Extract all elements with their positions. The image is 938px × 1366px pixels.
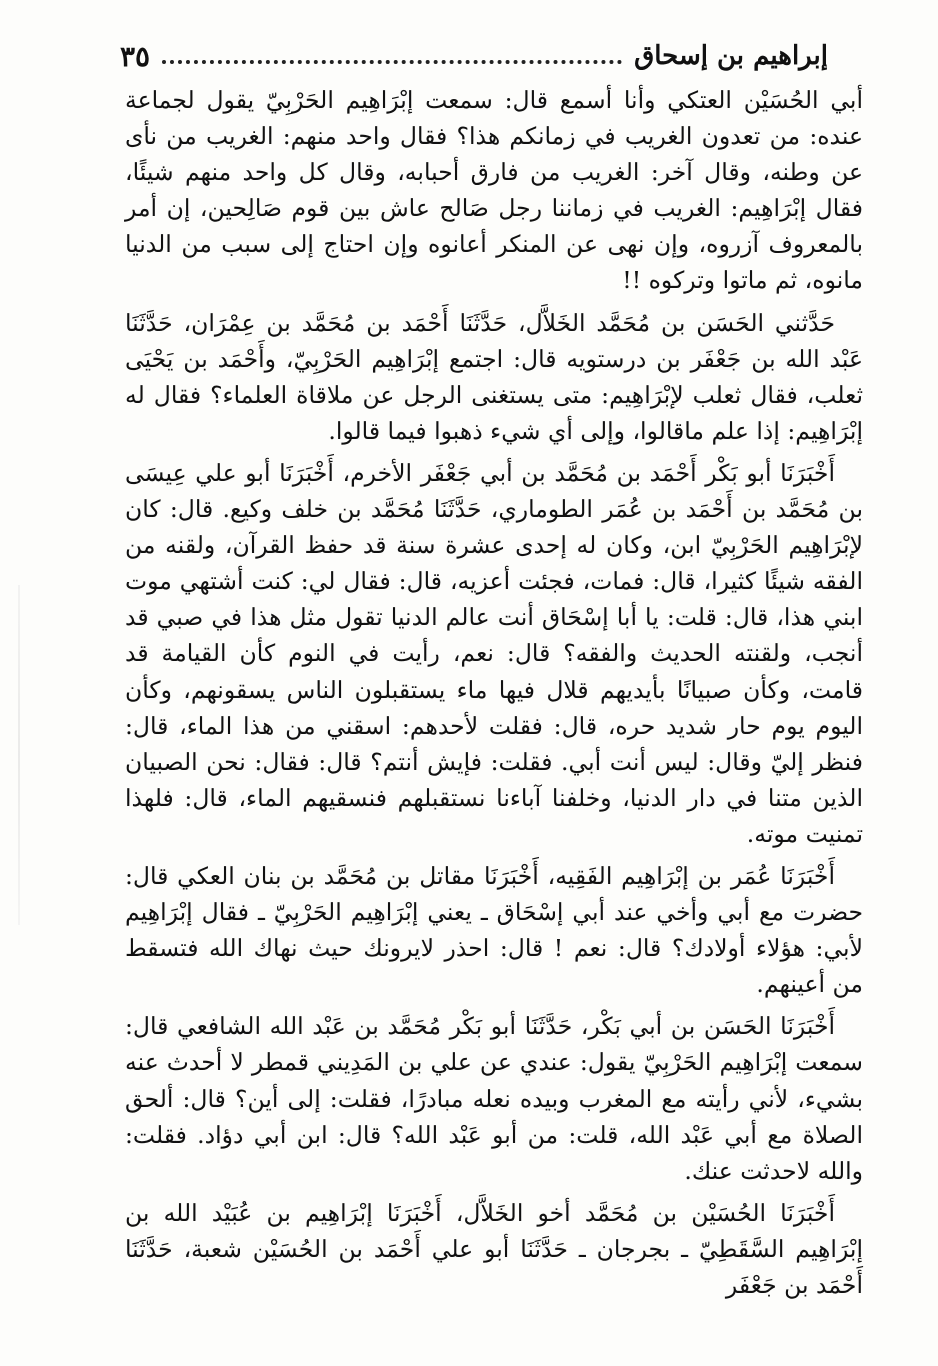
page-header (120, 36, 828, 76)
paragraph-2: حَدَّثني الحَسَن بن مُحَمَّد الخَلاَّل، حَدَّثَنَا أَحْمَد بن مُحَمَّد بن عِمْرَان، حَدَّثَنَا عَبْد الله بن جَعْفَر بن درستويه قال: اجتمع إبْرَاهِيم الحَرْبِيّ، وأَحْمَد بن يَحْيَى ثعلب، فقال ثعلب لإبْرَاهِيم: متى يستغنى الرجل عن ملاقاة العلماء؟ فقال له إبْرَاهِيم: إذا علم ماقالوا، وإلى أي شيء ذهبوا فيما قالوا. (125, 308, 863, 445)
page-edge-shadow (18, 585, 20, 925)
dotted-leader (162, 60, 622, 64)
running-title: إبراهيم بن إسحاق (634, 41, 828, 71)
paragraph-5: أَخْبَرَنَا الحَسَن بن أبي بَكْر، حَدَّثَنَا أبو بَكْر مُحَمَّد بن عَبْد الله الشافعي قال: سمعت إبْرَاهِيم الحَرْبِيّ يقول: عندي عن علي بن المَدِيني قمطر لا أحدث عنه بشيء، لأني رأيته مع المغرب وبيده نعله مبادرًا، فقلت: إلى أين؟ قال: ألحق الصلاة مع أبي عَبْد الله، قلت: من أبو عَبْد الله؟ قال: ابن أبي دؤاد. فقلت: والله لاحدثت عنك. (125, 1012, 863, 1185)
paragraph-6: أَخْبَرَنَا الحُسَيْن بن مُحَمَّد أخو الخَلاَّل، أَخْبَرَنَا إبْرَاهِيم بن عُبَيْد الله بن إبْرَاهِيم السَّقَطِيّ ـ بجرجان ـ حَدَّثَنَا أبو علي أَحْمَد بن الحُسَيْن شعبة، حَدَّثَنَا أَحْمَد بن جَعْفَر (125, 1198, 863, 1299)
paragraph-1: أبي الحُسَيْن العتكي وأنا أسمع قال: سمعت إبْرَاهِيم الحَرْبِيّ يقول لجماعة عنده: من تعدون الغريب في زمانكم هذا؟ فقال واحد منهم: الغريب من نأى عن وطنه، وقال آخر: الغريب من فارق أحبابه، وقال كل واحد منهم شيئًا، فقال إبْرَاهِيم: الغريب في زماننا رجل صَالح عاش بين قوم صَالِحين، إن أمر بالمعروف آزروه، وإن نهى عن المنكر أعانوه وإن احتاج إلى سبب من الدنيا مانوه، ثم ماتوا وتركوه !! (125, 86, 863, 295)
paragraph-4: أَخْبَرَنَا عُمَر بن إبْرَاهِيم الفَقِيه، أَخْبَرَنَا مقاتل بن مُحَمَّد بن بنان العكي قال: حضرت مع أبي وأخي عند أبي إسْحَاق ـ يعني إبْرَاهِيم الحَرْبِيّ ـ فقال إبْرَاهِيم لأبي: هؤلاء أولادك؟ قال: نعم ! قال: احذر لايرونك حيث نهاك الله فتسقط من أعينهم. (125, 861, 863, 999)
paragraph-3: أَخْبَرَنَا أبو بَكْر أَحْمَد بن مُحَمَّد بن أبي جَعْفَر الأخرم، أَخْبَرَنَا أبو علي عِيسَى بن مُحَمَّد بن أَحْمَد بن عُمَر الطوماري، حَدَّثَنَا مُحَمَّد بن خلف وكيع. قال: كان لإبْرَاهِيم الحَرْبِيّ ابن، وكان له إحدى عشرة سنة قد حفظ القرآن، ولقنه من الفقه شيئًا كثيرا، قال: فمات، فجئت أعزيه، قال: فقال لي: كنت أشتهي موت ابني هذا، قال: قلت: يا أبا إسْحَاق أنت عالم الدنيا تقول مثل هذا في صبي قد أنجب، ولقنته الحديث والفقه؟ قال: نعم، رأيت في النوم كأن القيامة قد قامت، وكأن صبيانًا بأيديهم قلال فيها ماء يستقبلون الناس يسقونهم، وكأن اليوم يوم حار شديد حره، قال: فقلت لأحدهم: اسقني من هذا الماء، قال: فنظر إليّ وقال: ليس أنت أبي. فقلت: فإيش أنتم؟ قال: فقال: نحن الصبيان الذين متنا في دار الدنيا، وخلفنا آباءنا نستقبلهم فنسقيهم الماء، قال: فلهذا تمنيت موته. (125, 458, 863, 848)
body-text (125, 82, 863, 1303)
page-number: ٣٥ (120, 39, 151, 73)
